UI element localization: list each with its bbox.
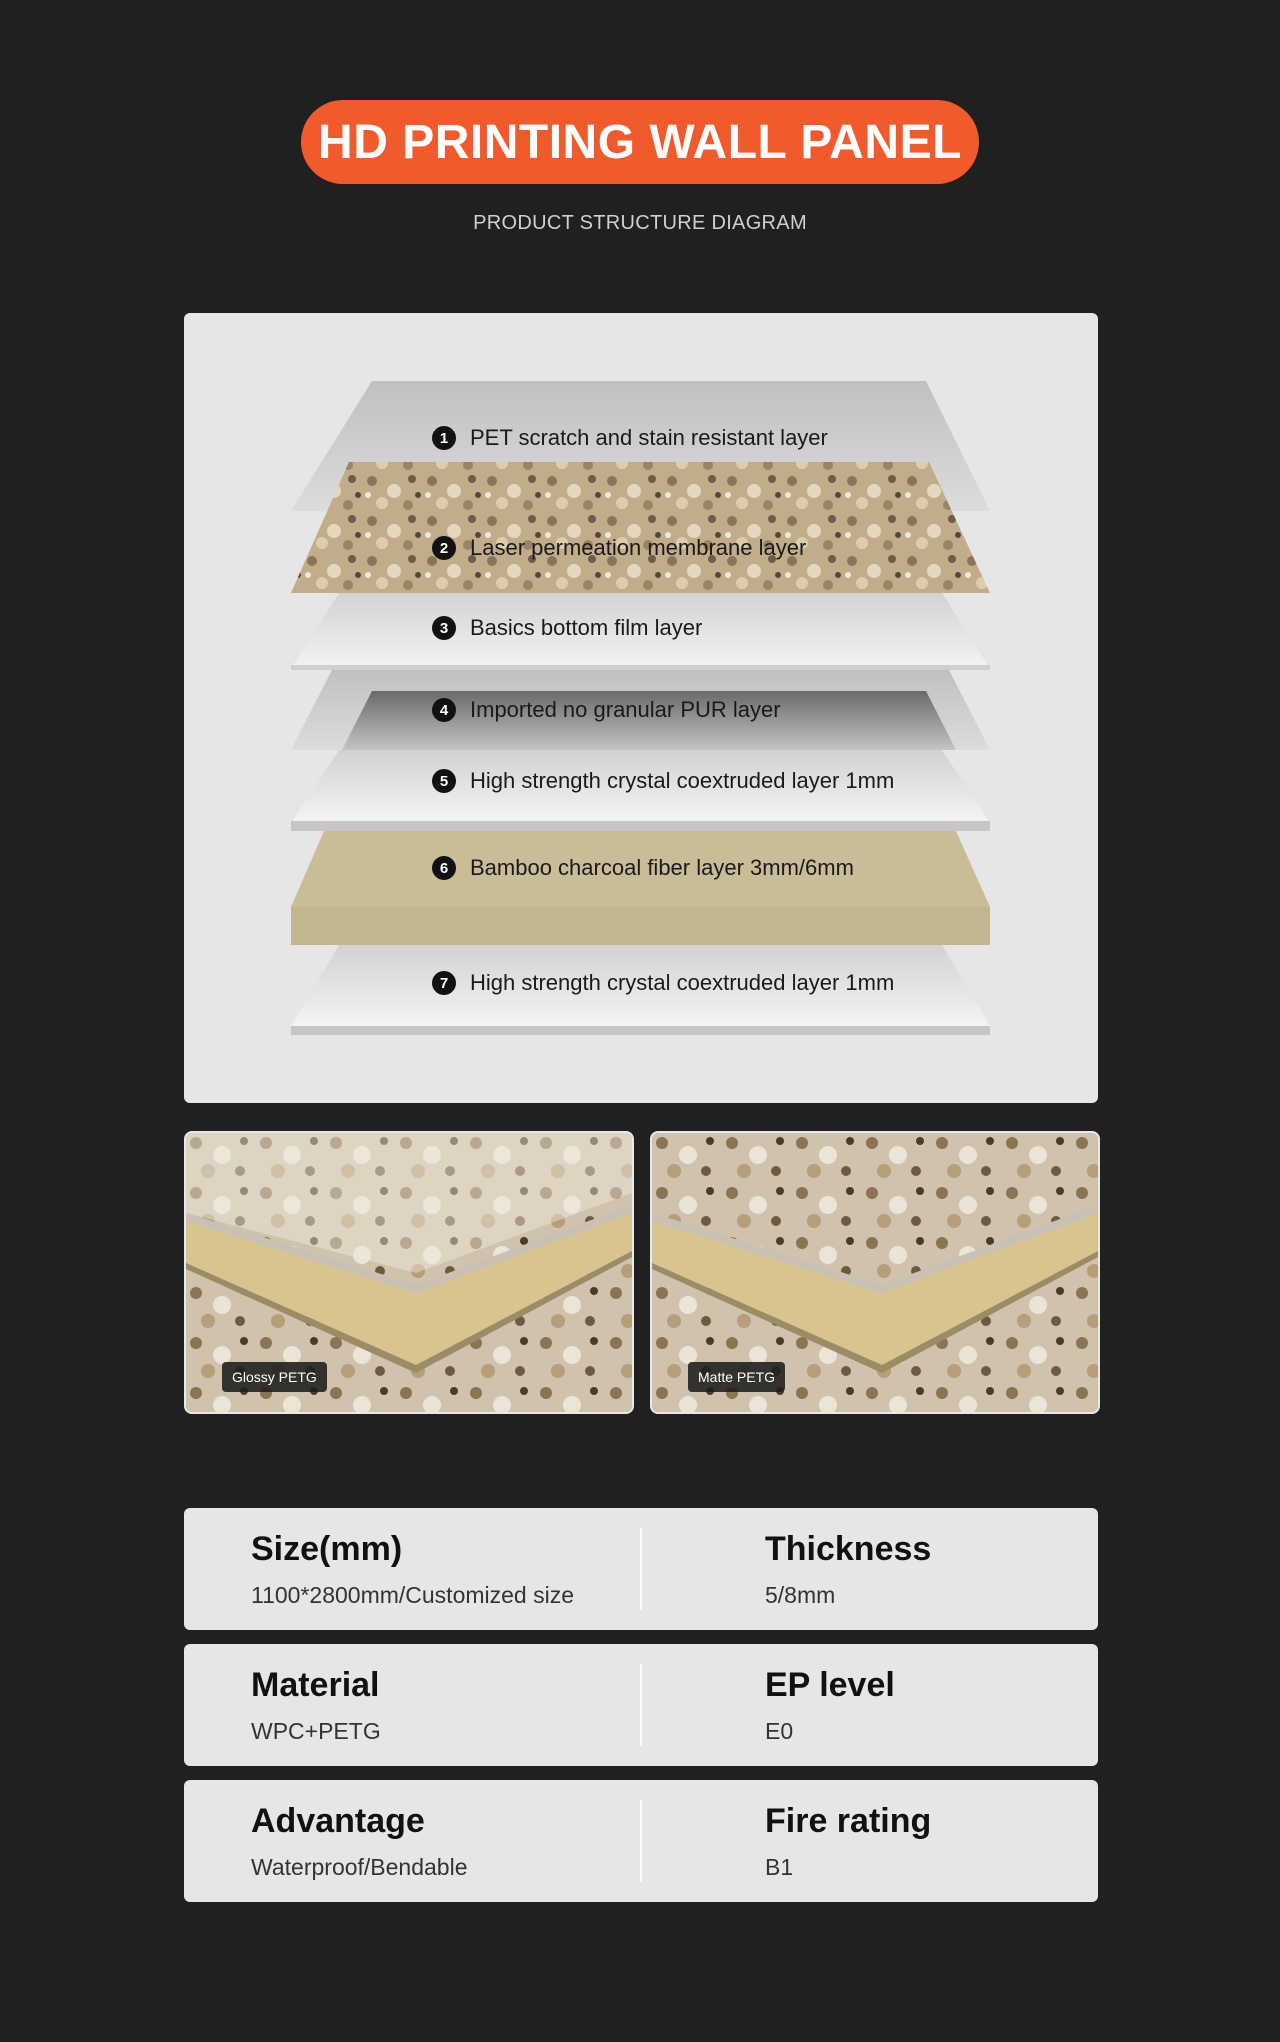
spec-ep-level-label: EP level — [765, 1666, 895, 1704]
structure-diagram — [184, 313, 1098, 1103]
spec-material-value: WPC+PETG — [251, 1718, 381, 1744]
glossy-petg-photo — [184, 1131, 634, 1414]
spec-row-advantage-fire — [184, 1780, 1098, 1902]
layer-2-number: 2 — [432, 536, 456, 560]
layer-7-text: High strength crystal coextruded layer 1mm — [470, 970, 895, 995]
spec-fire-rating-value: B1 — [765, 1854, 794, 1880]
layer-1-number: 1 — [432, 426, 456, 450]
layer-3-label — [432, 615, 702, 641]
layer-3-text: Basics bottom film layer — [470, 615, 703, 640]
layer-6-number: 6 — [432, 856, 456, 880]
layer-7-label — [432, 970, 894, 996]
spec-size-value: 1100*2800mm/Customized size — [251, 1582, 575, 1608]
spec-row-material-ep — [184, 1644, 1098, 1766]
spec-divider — [640, 1528, 642, 1610]
spec-row-size-thickness — [184, 1508, 1098, 1630]
spec-material-label: Material — [251, 1666, 380, 1704]
layer-4-number: 4 — [432, 698, 456, 722]
spec-thickness-value: 5/8mm — [765, 1582, 836, 1608]
spec-thickness-label: Thickness — [765, 1530, 932, 1568]
spec-ep-level-value: E0 — [765, 1718, 794, 1744]
layer-2-label — [432, 535, 806, 561]
layer-1-label — [432, 425, 828, 451]
layer-2-text: Laser permeation membrane layer — [470, 535, 807, 560]
layer-5-text: High strength crystal coextruded layer 1mm — [470, 768, 895, 793]
layer-3-number: 3 — [432, 616, 456, 640]
glossy-petg-tag: Glossy PETG — [222, 1362, 327, 1392]
layer-5-label — [432, 768, 894, 794]
spec-advantage-value: Waterproof/Bendable — [251, 1854, 468, 1880]
spec-fire-rating-label: Fire rating — [765, 1802, 932, 1840]
spec-divider — [640, 1664, 642, 1746]
spec-size-label: Size(mm) — [251, 1530, 403, 1568]
layer-4-label — [432, 697, 781, 723]
layer-5-number: 5 — [432, 769, 456, 793]
spec-divider — [640, 1800, 642, 1882]
matte-petg-photo — [650, 1131, 1100, 1414]
matte-petg-tag: Matte PETG — [688, 1362, 785, 1392]
layer-1-text: PET scratch and stain resistant layer — [470, 425, 828, 450]
layer-4-text: Imported no granular PUR layer — [470, 697, 781, 722]
spec-advantage-label: Advantage — [251, 1802, 425, 1840]
layer-6-label — [432, 855, 854, 881]
page-title: HD PRINTING WALL PANEL — [301, 100, 979, 184]
page-subtitle: PRODUCT STRUCTURE DIAGRAM — [473, 212, 807, 234]
layer-6-text: Bamboo charcoal fiber layer 3mm/6mm — [470, 855, 854, 880]
layer-7-number: 7 — [432, 971, 456, 995]
